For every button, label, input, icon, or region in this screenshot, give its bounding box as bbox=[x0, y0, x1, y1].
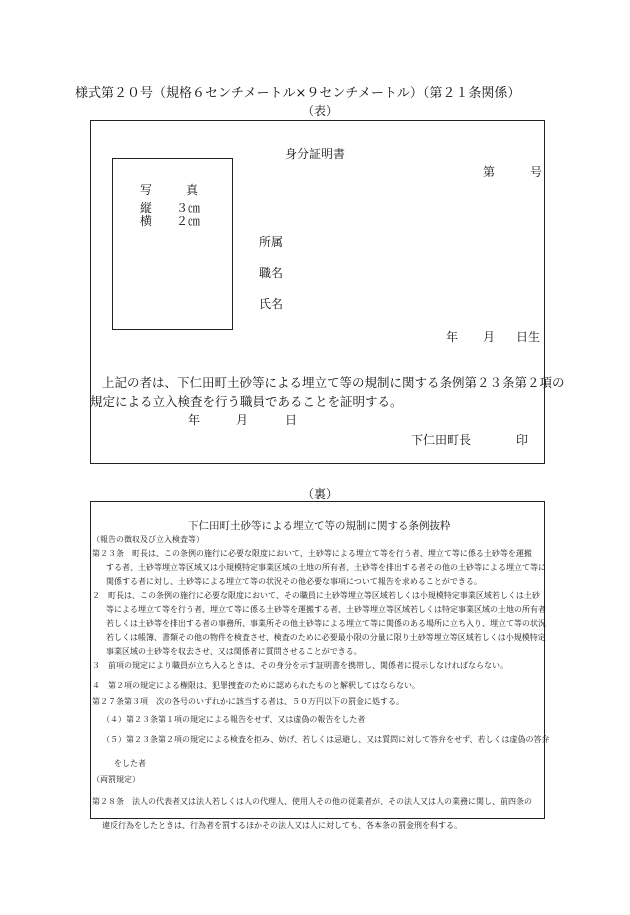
statement-line-2: 規定による立入検査を行う職員であることを証明する。 bbox=[90, 394, 403, 409]
front-label: （表） bbox=[302, 104, 339, 118]
form-title: 様式第２０号（規格６センチメートル×９センチメートル）（第２１条関係） bbox=[75, 86, 521, 101]
number-label-right: 号 bbox=[530, 165, 543, 179]
statement-line-1: 上記の者は、下仁田町土砂等による埋立て等の規制に関する条例第２３条第２項の bbox=[102, 375, 565, 390]
photo-height-label: 縦 bbox=[140, 201, 153, 215]
photo-box bbox=[112, 158, 233, 330]
number-label-left: 第 bbox=[483, 165, 496, 179]
excerpt-title: 下仁田町土砂等による埋立て等の規制に関する条例抜粋 bbox=[188, 520, 451, 532]
law-excerpt bbox=[92, 533, 550, 833]
law-line: ４ 第２項の規定による権限は、犯罪捜査のために認められたものと解釈してはならない。 bbox=[92, 681, 420, 690]
law-line: 第２８条 法人の代表者又は法人若しくは人の代理人、使用人その他の従業者が、その法人又は人の業務に関し、前四条の bbox=[92, 797, 532, 806]
law-line: ２ 町長は、この条例の施行に必要な限度において、その職員に土砂等埋立等区域若しくは小規模特定事業区域若しくは土砂 bbox=[92, 591, 540, 600]
law-line: 等による埋立て等を行う者、埋立て等に係る土砂等を運搬する者、土砂等埋立等区域若しくは特定事業区域の土地の所有者 bbox=[106, 605, 546, 614]
birth-day: 日生 bbox=[516, 330, 541, 344]
birth-month: 月 bbox=[483, 330, 496, 344]
law-line: 若しくは土砂等を排出する者の事務所、事業所その他土砂等による埋立て等に関係のある場所に立ち入り、埋立て等の状況 bbox=[106, 619, 546, 628]
law-line: （報告の徴収及び立入検査等） bbox=[92, 535, 204, 544]
card-title: 身分証明書 bbox=[285, 147, 346, 161]
photo-height-value: ３㎝ bbox=[176, 201, 201, 215]
law-line: 違反行為をしたときは、行為者を罰するほかその法人又は人に対しても、各本条の罰金刑を科する。 bbox=[102, 821, 462, 830]
law-line: をした者 bbox=[114, 759, 146, 768]
law-line: （両罰規定） bbox=[92, 775, 140, 784]
field-affiliation: 所属 bbox=[259, 235, 284, 249]
law-line: 第２７条第３項 次の各号のいずれかに該当する者は、５０万円以下の罰金に処する。 bbox=[92, 697, 404, 706]
law-line: 事業区域の土砂等を収去させ、又は関係者に質問させることができる。 bbox=[106, 647, 362, 656]
photo-width-label: 横 bbox=[140, 214, 153, 228]
field-name: 氏名 bbox=[259, 297, 284, 311]
law-line: （５）第２３条第２項の規定による検査を拒み、妨げ、若しくは忌避し、又は質問に対して答弁をせず、若しくは虚偽の答弁 bbox=[102, 735, 550, 744]
photo-label-a: 写 bbox=[140, 183, 153, 197]
law-line: 第２３条 町長は、この条例の施行に必要な限度において、土砂等による埋立て等を行う者、埋立て等に係る土砂等を運搬 bbox=[92, 549, 532, 558]
issuer: 下仁田町長 bbox=[411, 433, 472, 447]
issue-year: 年 bbox=[188, 413, 201, 427]
back-label: （裏） bbox=[302, 487, 339, 501]
photo-label-b: 真 bbox=[186, 183, 199, 197]
issue-day: 日 bbox=[285, 413, 298, 427]
law-line: する者、土砂等埋立等区域又は小規模特定事業区域の土地の所有者、土砂等を排出する者その他の土砂等による埋立て等に bbox=[106, 563, 546, 572]
law-line: ３ 前項の規定により職員が立ち入るときは、その身分を示す証明書を携帯し、関係者に提示しなければならない。 bbox=[92, 661, 508, 670]
law-line: 関係する者に対し、土砂等による埋立て等の状況その他必要な事項について報告を求めることができる。 bbox=[106, 577, 482, 586]
photo-width-value: ２㎝ bbox=[176, 214, 201, 228]
issue-month: 月 bbox=[236, 413, 249, 427]
field-job-title: 職名 bbox=[259, 266, 284, 280]
seal: 印 bbox=[516, 433, 529, 447]
birth-year: 年 bbox=[446, 330, 459, 344]
law-line: 若しくは帳簿、書類その他の物件を検査させ、検査のために必要最小限の分量に限り土砂等埋立等区域若しくは小規模特定 bbox=[106, 633, 546, 642]
law-line: （４）第２３条第１項の規定による報告をせず、又は虚偽の報告をした者 bbox=[102, 715, 366, 724]
